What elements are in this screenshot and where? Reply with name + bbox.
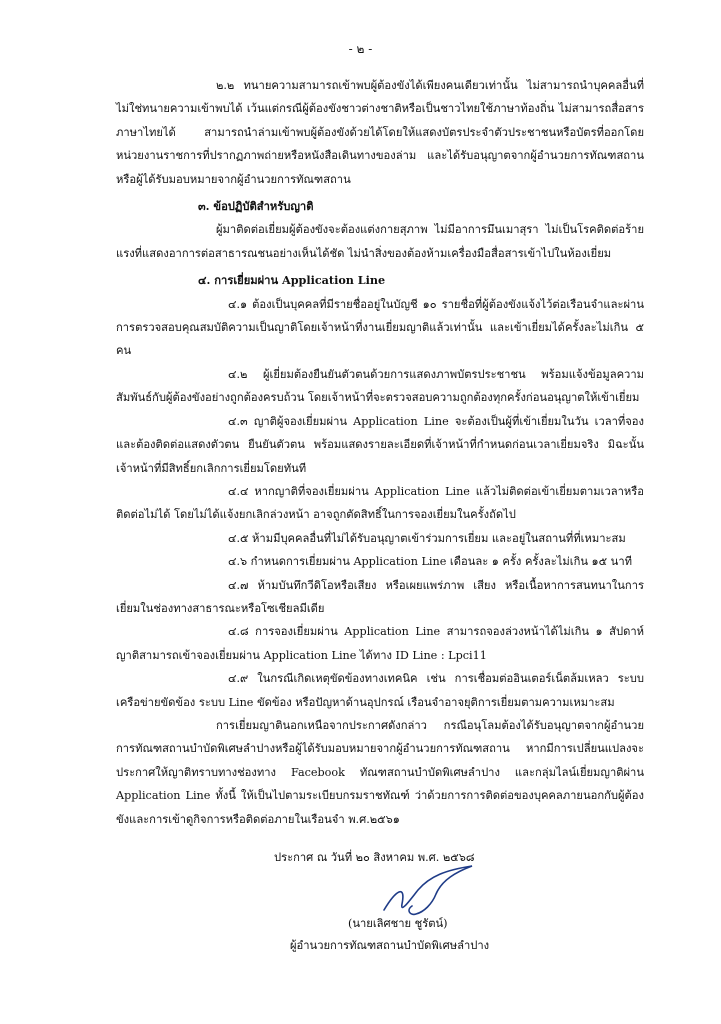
section-3-heading: ๓. ข้อปฏิบัติสำหรับญาติ	[198, 199, 314, 214]
clause-4-8: ๔.๘ การจองเยี่ยมผ่าน Application Line สามารถจองล่วงหน้าได้ไม่เกิน ๑ สัปดาห์ ญาติสามารถเข้าจองเยี่ยมผ่าน Application Line ได้ทาง ID Line : Lpci11	[116, 625, 644, 662]
clause-4-1: ๔.๑ ต้องเป็นบุคคลที่มีรายชื่ออยู่ในบัญชี ๑๐ รายชื่อที่ผู้ต้องขังแจ้งไว้ต่อเรือนจำและผ่านการตรวจสอบคุณสมบัติความเป็นญาติโดยเจ้าหน้าที่งานเยี่ยมญาติแล้วเท่านั้น และเข้าเยี่ยมได้ครั้งละไม่เกิน ๕ คน	[116, 297, 644, 358]
clause-4-5: ๔.๕ ห้ามมีบุคคลอื่นที่ไม่ได้รับอนุญาตเข้าร่วมการเยี่ยม และอยู่ในสถานที่ที่เหมาะสม	[228, 531, 626, 545]
clause-4-9: ๔.๙ ในกรณีเกิดเหตุขัดข้องทางเทคนิค เช่น การเชื่อมต่ออินเตอร์เน็ตล้มเหลว ระบบเครือข่ายขัดข้อง ระบบ Line ขัดข้อง หรือปัญหาด้านอุปกรณ์ เรือนจำอาจยุติการเยี่ยมตามความเหมาะสม	[116, 672, 644, 709]
clause-2-2: ๒.๒ ทนายความสามารถเข้าพบผู้ต้องขังได้เพียงคนเดียวเท่านั้น ไม่สามารถนำบุคคลอื่นที่ไม่ใช่ทนายความเข้าพบได้ เว้นแต่กรณีผู้ต้องขังชาวต่างชาติหรือเป็นชาวไทยใช้ภาษาท้องถิ่น ไม่สามารถสื่อสารภาษาไทยได้ สามารถนำล่ามเข้าพบผู้ต้องขังด้วยได้โดยให้แสดงบัตรประจำตัวประชาชนหรือบัตรที่ออกโดยหน่วยงานราชการที่ปรากฏภาพถ่ายหรือหนังสือเดินทางของล่าม และได้รับอนุญาตจากผู้อำนวยการทัณฑสถานหรือผู้ได้รับมอบหมายจากผู้อำนวยการทัณฑสถาน	[116, 79, 644, 186]
clause-4-4: ๔.๔ หากญาติที่จองเยี่ยมผ่าน Application Line แล้วไม่ติดต่อเข้าเยี่ยมตามเวลาหรือติดต่อไม่ได้ โดยไม่ได้แจ้งยกเลิกล่วงหน้า อาจถูกตัดสิทธิ์ในการจองเยี่ยมในครั้งถัดไป	[116, 484, 644, 522]
closing-paragraph: การเยี่ยมญาตินอกเหนือจากประกาศดังกล่าว กรณีอนุโลมต้องได้รับอนุญาตจากผู้อำนวยการทัณฑสถานบำบัดพิเศษลำปางหรือผู้ได้รับมอบหมายจากผู้อำนวยการทัณฑสถาน หากมีการเปลี่ยนแปลงจะประกาศให้ญาติทราบทางช่องทาง Facebook ทัณฑสถานบำบัดพิเศษลำปาง และกลุ่มไลน์เยี่ยมญาติผ่าน Application Line ทั้งนี้ ให้เป็นไปตามระเบียบกรมราชทัณฑ์ ว่าด้วยการการติดต่อของบุคคลภายนอกกับผู้ต้องขังและการเข้าดูกิจการหรือติดต่อภายในเรือนจำ พ.ศ.๒๕๖๑	[116, 718, 644, 826]
handwritten-signature	[376, 860, 486, 920]
page-number: - ๒ -	[348, 42, 373, 56]
clause-4-7: ๔.๗ ห้ามบันทึกวีดิโอหรือเสียง หรือเผยแพร่ภาพ เสียง หรือเนื้อหาการสนทนาในการเยี่ยมในช่องทางสาธารณะหรือโซเชียลมีเดีย	[116, 578, 644, 615]
clause-4-2: ๔.๒ ผู้เยี่ยมต้องยืนยันตัวตนด้วยการแสดงภาพบัตรประชาชน พร้อมแจ้งข้อมูลความสัมพันธ์กับผู้ต้องขังอย่างถูกต้องครบถ้วน โดยเจ้าหน้าที่จะตรวจสอบความถูกต้องทุกครั้งก่อนอนุญาตให้เข้าเยี่ยม	[116, 367, 644, 405]
clause-4-3: ๔.๓ ญาติผู้จองเยี่ยมผ่าน Application Line จะต้องเป็นผู้ที่เข้าเยี่ยมในวัน เวลาที่จองและต้องติดต่อแสดงตัวตน ยืนยันตัวตน พร้อมแสดงรายละเอียดที่เจ้าหน้าที่กำหนดก่อนเวลาเยี่ยมจริง มิฉะนั้นเจ้าหน้าที่มีสิทธิ์ยกเลิกการเยี่ยมโดยทันที	[116, 414, 644, 475]
signatory-position: ผู้อำนวยการทัณฑสถานบำบัดพิเศษลำปาง	[290, 939, 490, 952]
section-4-heading: ๔. การเยี่ยมผ่าน Application Line	[198, 273, 386, 288]
section-3-text: ผู้มาติดต่อเยี่ยมผู้ต้องขังจะต้องแต่งกายสุภาพ ไม่มีอาการมึนเมาสุรา ไม่เป็นโรคติดต่อร้ายแรงที่แสดงอาการต่อสาธารณชนอย่างเห็นได้ชัด ไม่นำสิ่งของต้องห้ามเครื่องมือสื่อสารเข้าไปในห้องเยี่ยม	[116, 223, 644, 260]
signatory-name: (นายเลิศชาย ชูรัตน์)	[348, 917, 448, 930]
clause-4-6: ๔.๖ กำหนดการเยี่ยมผ่าน Application Line เดือนละ ๑ ครั้ง ครั้งละไม่เกิน ๑๕ นาที	[228, 555, 632, 569]
announcement-body	[116, 74, 644, 831]
announcement-date: ประกาศ ณ วันที่ ๒๐ สิงหาคม พ.ศ. ๒๕๖๘	[274, 851, 475, 864]
